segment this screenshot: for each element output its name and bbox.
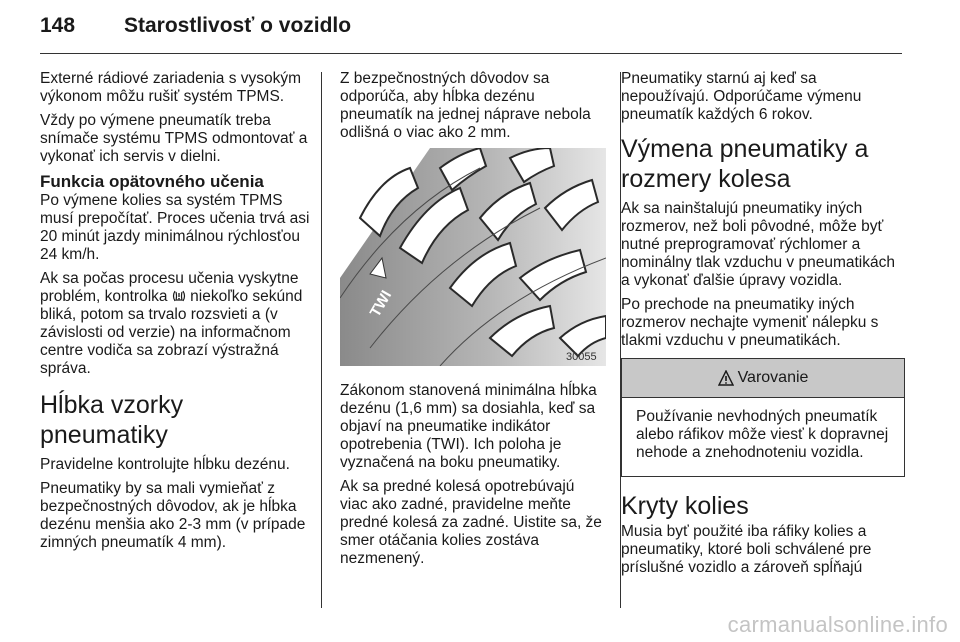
paragraph-wheel-covers: Musia byť použité iba ráfiky kolies a pneumatiky, ktoré boli schválené pre príslušné vozidlo a zároveň spĺňajú bbox=[621, 523, 872, 576]
warning-text: Používanie nevhodných pneumatík alebo ráfikov môže viesť k dopravnej nehode a znehodnoteniu vozidla. bbox=[636, 408, 889, 461]
paragraph-check-tread: Pravidelne kontrolujte hĺbku dezénu. bbox=[40, 456, 290, 473]
warning-title: Varovanie bbox=[737, 369, 809, 386]
heading-tire-change: Výmena pneumatiky a rozmery kolesa bbox=[621, 135, 869, 193]
column-left bbox=[40, 70, 316, 558]
header-divider bbox=[40, 53, 902, 54]
watermark: carmanualsonline.info bbox=[727, 612, 948, 637]
heading-wheel-covers: Kryty kolies bbox=[621, 492, 749, 520]
figure-number: 30055 bbox=[566, 351, 597, 363]
paragraph-relearn-problem-start: Ak sa počas procesu učenia vyskytne problém, kontrolka bbox=[40, 270, 299, 305]
paragraph-rotate-wheels: Ak sa predné kolesá opotrebúvajú viac ako zadné, pravidelne meňte predné kolesá za zadné. Uistite sa, že smer otáčania kolies zostáva nezmenený. bbox=[340, 478, 602, 567]
paragraph-sensor-service: Vždy po výmene pneumatík treba snímače systému TPMS odmontovať a vykonať ich servis v dielni. bbox=[40, 112, 308, 165]
paragraph-relearn-problem bbox=[40, 270, 316, 378]
heading-tread-depth: Hĺbka vzorky pneumatiky bbox=[40, 391, 184, 449]
warning-triangle-icon bbox=[718, 370, 734, 386]
paragraph-radio-interference: Externé rádiové zariadenia s vysokým výkonom môžu rušiť systém TPMS. bbox=[40, 70, 302, 105]
paragraph-relearn-process: Po výmene kolies sa systém TPMS musí prepočítať. Proces učenia trvá asi 20 minút jazdy minimálnou rýchlosťou 24 km/h. bbox=[40, 192, 310, 263]
paragraph-pressure-label: Po prechode na pneumatiky iných rozmerov nechajte vymeniť nálepku s tlakmi vzduchu v pneumatikách. bbox=[621, 296, 879, 349]
page-number: 148 bbox=[40, 14, 76, 37]
column-right bbox=[621, 70, 905, 583]
column-middle bbox=[340, 70, 606, 574]
paragraph-relearn-problem-end: niekoľko sekúnd bliká, potom sa trvalo rozsvieti a (v závislosti od verzie) na informačnom centre vodiča sa zobrazí výstražná správa. bbox=[40, 288, 303, 377]
warning-box bbox=[621, 358, 905, 477]
tire-tread-illustration bbox=[340, 148, 606, 366]
paragraph-tire-aging: Pneumatiky starnú aj keď sa nepoužívajú. Odporúčame výmenu pneumatík každých 6 rokov. bbox=[621, 70, 862, 123]
paragraph-different-sizes: Ak sa nainštalujú pneumatiky iných rozmerov, než boli pôvodné, môže byť nutné preprogramovať rýchlomer a nominálny tlak vzduchu v pneumatikách a vykonať ďalšie úpravy vozidla. bbox=[621, 200, 895, 289]
page-title: Starostlivosť o vozidlo bbox=[124, 14, 352, 37]
paragraph-replace-tires: Pneumatiky by sa mali vymieňať z bezpečnostných dôvodov, ak je hĺbka dezénu menšia ako 2-3 mm (v prípade zimných pneumatík 4 mm). bbox=[40, 480, 306, 551]
page-header bbox=[40, 14, 351, 50]
warning-header bbox=[622, 359, 904, 398]
tpms-warning-light-icon bbox=[172, 289, 186, 303]
paragraph-legal-minimum: Zákonom stanovená minimálna hĺbka dezénu (1,6 mm) sa dosiahla, keď sa objaví na pneumatike indikátor opotrebenia (TWI). Ich poloha je vyznačená na boku pneumatiky. bbox=[340, 382, 597, 471]
warning-body bbox=[622, 398, 904, 476]
twi-label: TWI bbox=[366, 287, 396, 320]
column-divider-1 bbox=[321, 72, 322, 608]
heading-relearn-function: Funkcia opätovného učenia bbox=[40, 172, 264, 191]
paragraph-axle-difference: Z bezpečnostných dôvodov sa odporúča, aby hĺbka dezénu pneumatík na jednej náprave nebola odlišná o viac ako 2 mm. bbox=[340, 70, 591, 141]
